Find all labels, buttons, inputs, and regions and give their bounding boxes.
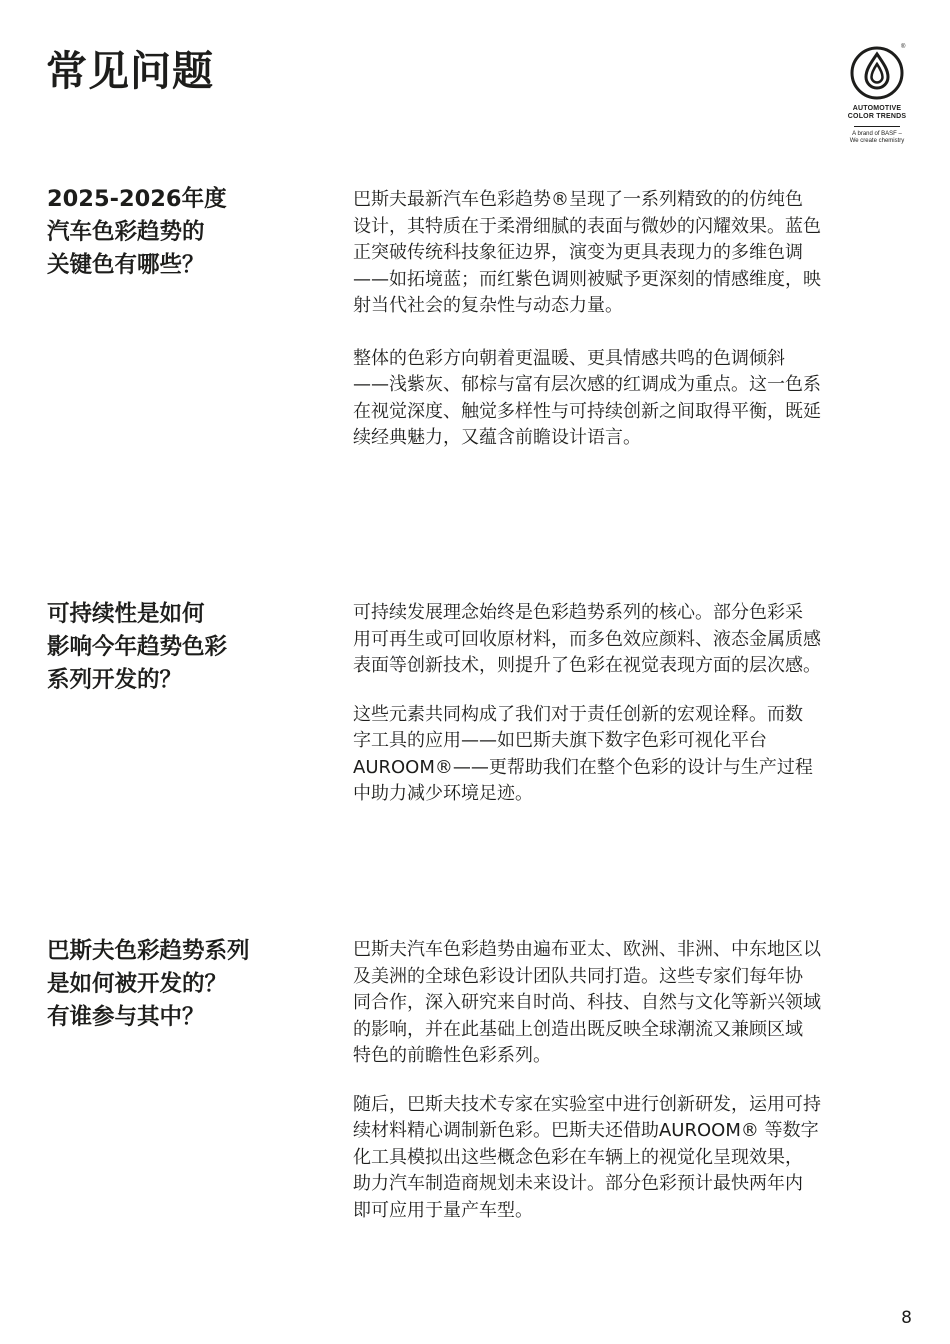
page-title: 常见问题 (46, 47, 214, 95)
answer-paragraph (353, 346, 913, 452)
question-line: 汽车色彩趋势的 (47, 219, 205, 245)
answer-line: 中助力减少环境足迹。 (353, 783, 533, 804)
answer-line: 随后，巴斯夫技术专家在实验室中进行创新研发，运用可持 (353, 1093, 821, 1115)
answer-line: 续材料精心调制新色彩。巴斯夫还借助AUROOM® 等数字 (353, 1120, 819, 1141)
answer-line: 同合作，深入研究来自时尚、科技、自然与文化等新兴领域 (353, 992, 821, 1013)
answer-line: 续经典魅力，又蕴含前瞻设计语言。 (353, 427, 641, 448)
question-line: 影响今年趋势色彩 (47, 634, 228, 660)
answer-line: 巴斯夫汽车色彩趋势由遍布亚太、欧洲、非洲、中东地区以 (353, 939, 821, 960)
answer-line: 字工具的应用——如巴斯夫旗下数字色彩可视化平台 (353, 730, 767, 751)
answer-line: 在视觉深度、触觉多样性与可持续创新之间取得平衡，既延 (353, 400, 821, 422)
answer-paragraph (353, 702, 913, 808)
logo-name (836, 105, 918, 121)
faq-answer (353, 937, 913, 1246)
logo-tagline (836, 131, 918, 145)
answer-line: 可持续发展理念始终是色彩趋势系列的核心。部分色彩采 (353, 602, 803, 623)
question-line: 可持续性是如何 (47, 601, 205, 627)
question-line: 有谁参与其中？ (47, 1004, 205, 1030)
logo-tagline-line: We create chemistry (849, 138, 905, 144)
answer-line: 化工具模拟出这些概念色彩在车辆上的视觉化呈现效果， (353, 1146, 803, 1168)
question-line: 巴斯夫色彩趋势系列 (47, 938, 250, 964)
answer-line: 这些元素共同构成了我们对于责任创新的宏观诠释。而数 (353, 703, 803, 725)
faq-question (47, 598, 317, 697)
faq-answer (353, 600, 913, 830)
question-line: 2025-2026年度 (47, 186, 227, 212)
question-line: 是如何被开发的？ (47, 971, 228, 997)
answer-line: 巴斯夫最新汽车色彩趋势®呈现了一系列精致的的仿纯色 (353, 189, 803, 210)
answer-line: 整体的色彩方向朝着更温暖、更具情感共鸣的色调倾斜 (353, 347, 785, 369)
question-line: 系列开发的？ (47, 667, 183, 693)
question-line: 关键色有哪些？ (47, 252, 205, 278)
answer-paragraph (353, 187, 913, 320)
answer-line: ——浅紫灰、郁棕与富有层次感的红调成为重点。这一色系 (353, 374, 821, 395)
automotive-color-trends-logo (836, 40, 918, 145)
answer-line: 即可应用于量产车型。 (353, 1199, 533, 1221)
answer-line: AUROOM®——更帮助我们在整个色彩的设计与生产过程 (353, 756, 813, 778)
logo-name-line: AUTOMOTIVE (852, 105, 902, 112)
answer-line: 设计，其特质在于柔滑细腻的表面与微妙的闪耀效果。蓝色 (353, 215, 821, 237)
answer-line: 射当代社会的复杂性与动态力量。 (353, 295, 623, 316)
answer-line: 的影响，并在此基础上创造出既反映全球潮流又兼顾区域 (353, 1018, 803, 1040)
page-number: 8 (901, 1308, 912, 1328)
answer-line: ——如拓境蓝；而红紫色调则被赋予更深刻的情感维度，映 (353, 268, 821, 290)
logo-tagline-line: A brand of BASF – (852, 131, 902, 137)
answer-line: 特色的前瞻性色彩系列。 (353, 1045, 551, 1066)
answer-paragraph (353, 937, 913, 1070)
answer-line: 用可再生或可回收原材料，而多色效应颜料、液态金属质感 (353, 628, 821, 650)
faq-answer (353, 187, 913, 474)
answer-line: 及美洲的全球色彩设计团队共同打造。这些专家们每年协 (353, 965, 803, 987)
faq-question (47, 935, 317, 1034)
answer-line: 表面等创新技术，则提升了色彩在视觉表现方面的层次感。 (353, 655, 821, 676)
logo-name-line: COLOR TRENDS (847, 113, 907, 120)
faq-question (47, 183, 317, 282)
registered-mark: ® (901, 44, 906, 50)
drop-in-circle-icon (846, 40, 908, 102)
answer-line: 正突破传统科技象征边界，演变为更具表现力的多维色调 (353, 242, 803, 263)
answer-paragraph (353, 600, 913, 680)
logo-divider (854, 126, 900, 127)
answer-paragraph (353, 1092, 913, 1225)
answer-line: 助力汽车制造商规划未来设计。部分色彩预计最快两年内 (353, 1173, 803, 1194)
